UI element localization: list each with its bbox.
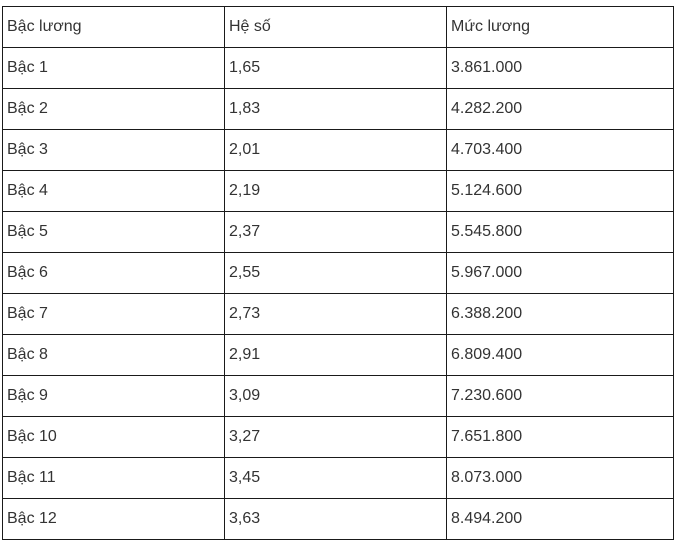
cell-salary-amount: 4.282.200: [447, 89, 674, 130]
cell-coefficient: 3,45: [225, 458, 447, 499]
cell-salary-amount: 7.230.600: [447, 376, 674, 417]
cell-coefficient: 2,73: [225, 294, 447, 335]
cell-coefficient: 3,27: [225, 417, 447, 458]
cell-salary-grade: Bậc 6: [3, 253, 225, 294]
cell-coefficient: 2,01: [225, 130, 447, 171]
cell-salary-amount: 6.388.200: [447, 294, 674, 335]
salary-table-container: [2, 6, 674, 540]
table-row: [3, 89, 674, 130]
table-row: [3, 253, 674, 294]
cell-coefficient: 2,91: [225, 335, 447, 376]
cell-salary-grade: Bậc 5: [3, 212, 225, 253]
salary-table: [2, 6, 674, 540]
table-row: [3, 294, 674, 335]
cell-salary-grade: Bậc 4: [3, 171, 225, 212]
table-row: [3, 376, 674, 417]
table-row: [3, 48, 674, 89]
cell-salary-grade: Bậc 1: [3, 48, 225, 89]
cell-coefficient: 1,83: [225, 89, 447, 130]
table-row: [3, 458, 674, 499]
cell-salary-grade: Bậc 9: [3, 376, 225, 417]
cell-salary-grade: Bậc 7: [3, 294, 225, 335]
cell-salary-amount: 5.124.600: [447, 171, 674, 212]
cell-salary-amount: 5.967.000: [447, 253, 674, 294]
cell-salary-amount: 3.861.000: [447, 48, 674, 89]
cell-salary-grade: Bậc 12: [3, 499, 225, 540]
table-header-row: [3, 7, 674, 48]
table-row: [3, 335, 674, 376]
table-row: [3, 130, 674, 171]
cell-salary-amount: 6.809.400: [447, 335, 674, 376]
header-coefficient: Hệ số: [225, 7, 447, 48]
table-body: [3, 48, 674, 540]
cell-salary-amount: 7.651.800: [447, 417, 674, 458]
cell-coefficient: 3,09: [225, 376, 447, 417]
cell-salary-amount: 5.545.800: [447, 212, 674, 253]
table-row: [3, 417, 674, 458]
cell-salary-amount: 8.494.200: [447, 499, 674, 540]
cell-coefficient: 3,63: [225, 499, 447, 540]
cell-salary-grade: Bậc 3: [3, 130, 225, 171]
cell-coefficient: 2,19: [225, 171, 447, 212]
cell-salary-amount: 8.073.000: [447, 458, 674, 499]
cell-salary-grade: Bậc 10: [3, 417, 225, 458]
cell-salary-grade: Bậc 2: [3, 89, 225, 130]
header-salary-amount: Mức lương: [447, 7, 674, 48]
cell-coefficient: 2,37: [225, 212, 447, 253]
table-row: [3, 499, 674, 540]
cell-coefficient: 2,55: [225, 253, 447, 294]
cell-salary-grade: Bậc 8: [3, 335, 225, 376]
table-row: [3, 171, 674, 212]
cell-salary-amount: 4.703.400: [447, 130, 674, 171]
cell-salary-grade: Bậc 11: [3, 458, 225, 499]
table-row: [3, 212, 674, 253]
header-salary-grade: Bậc lương: [3, 7, 225, 48]
cell-coefficient: 1,65: [225, 48, 447, 89]
